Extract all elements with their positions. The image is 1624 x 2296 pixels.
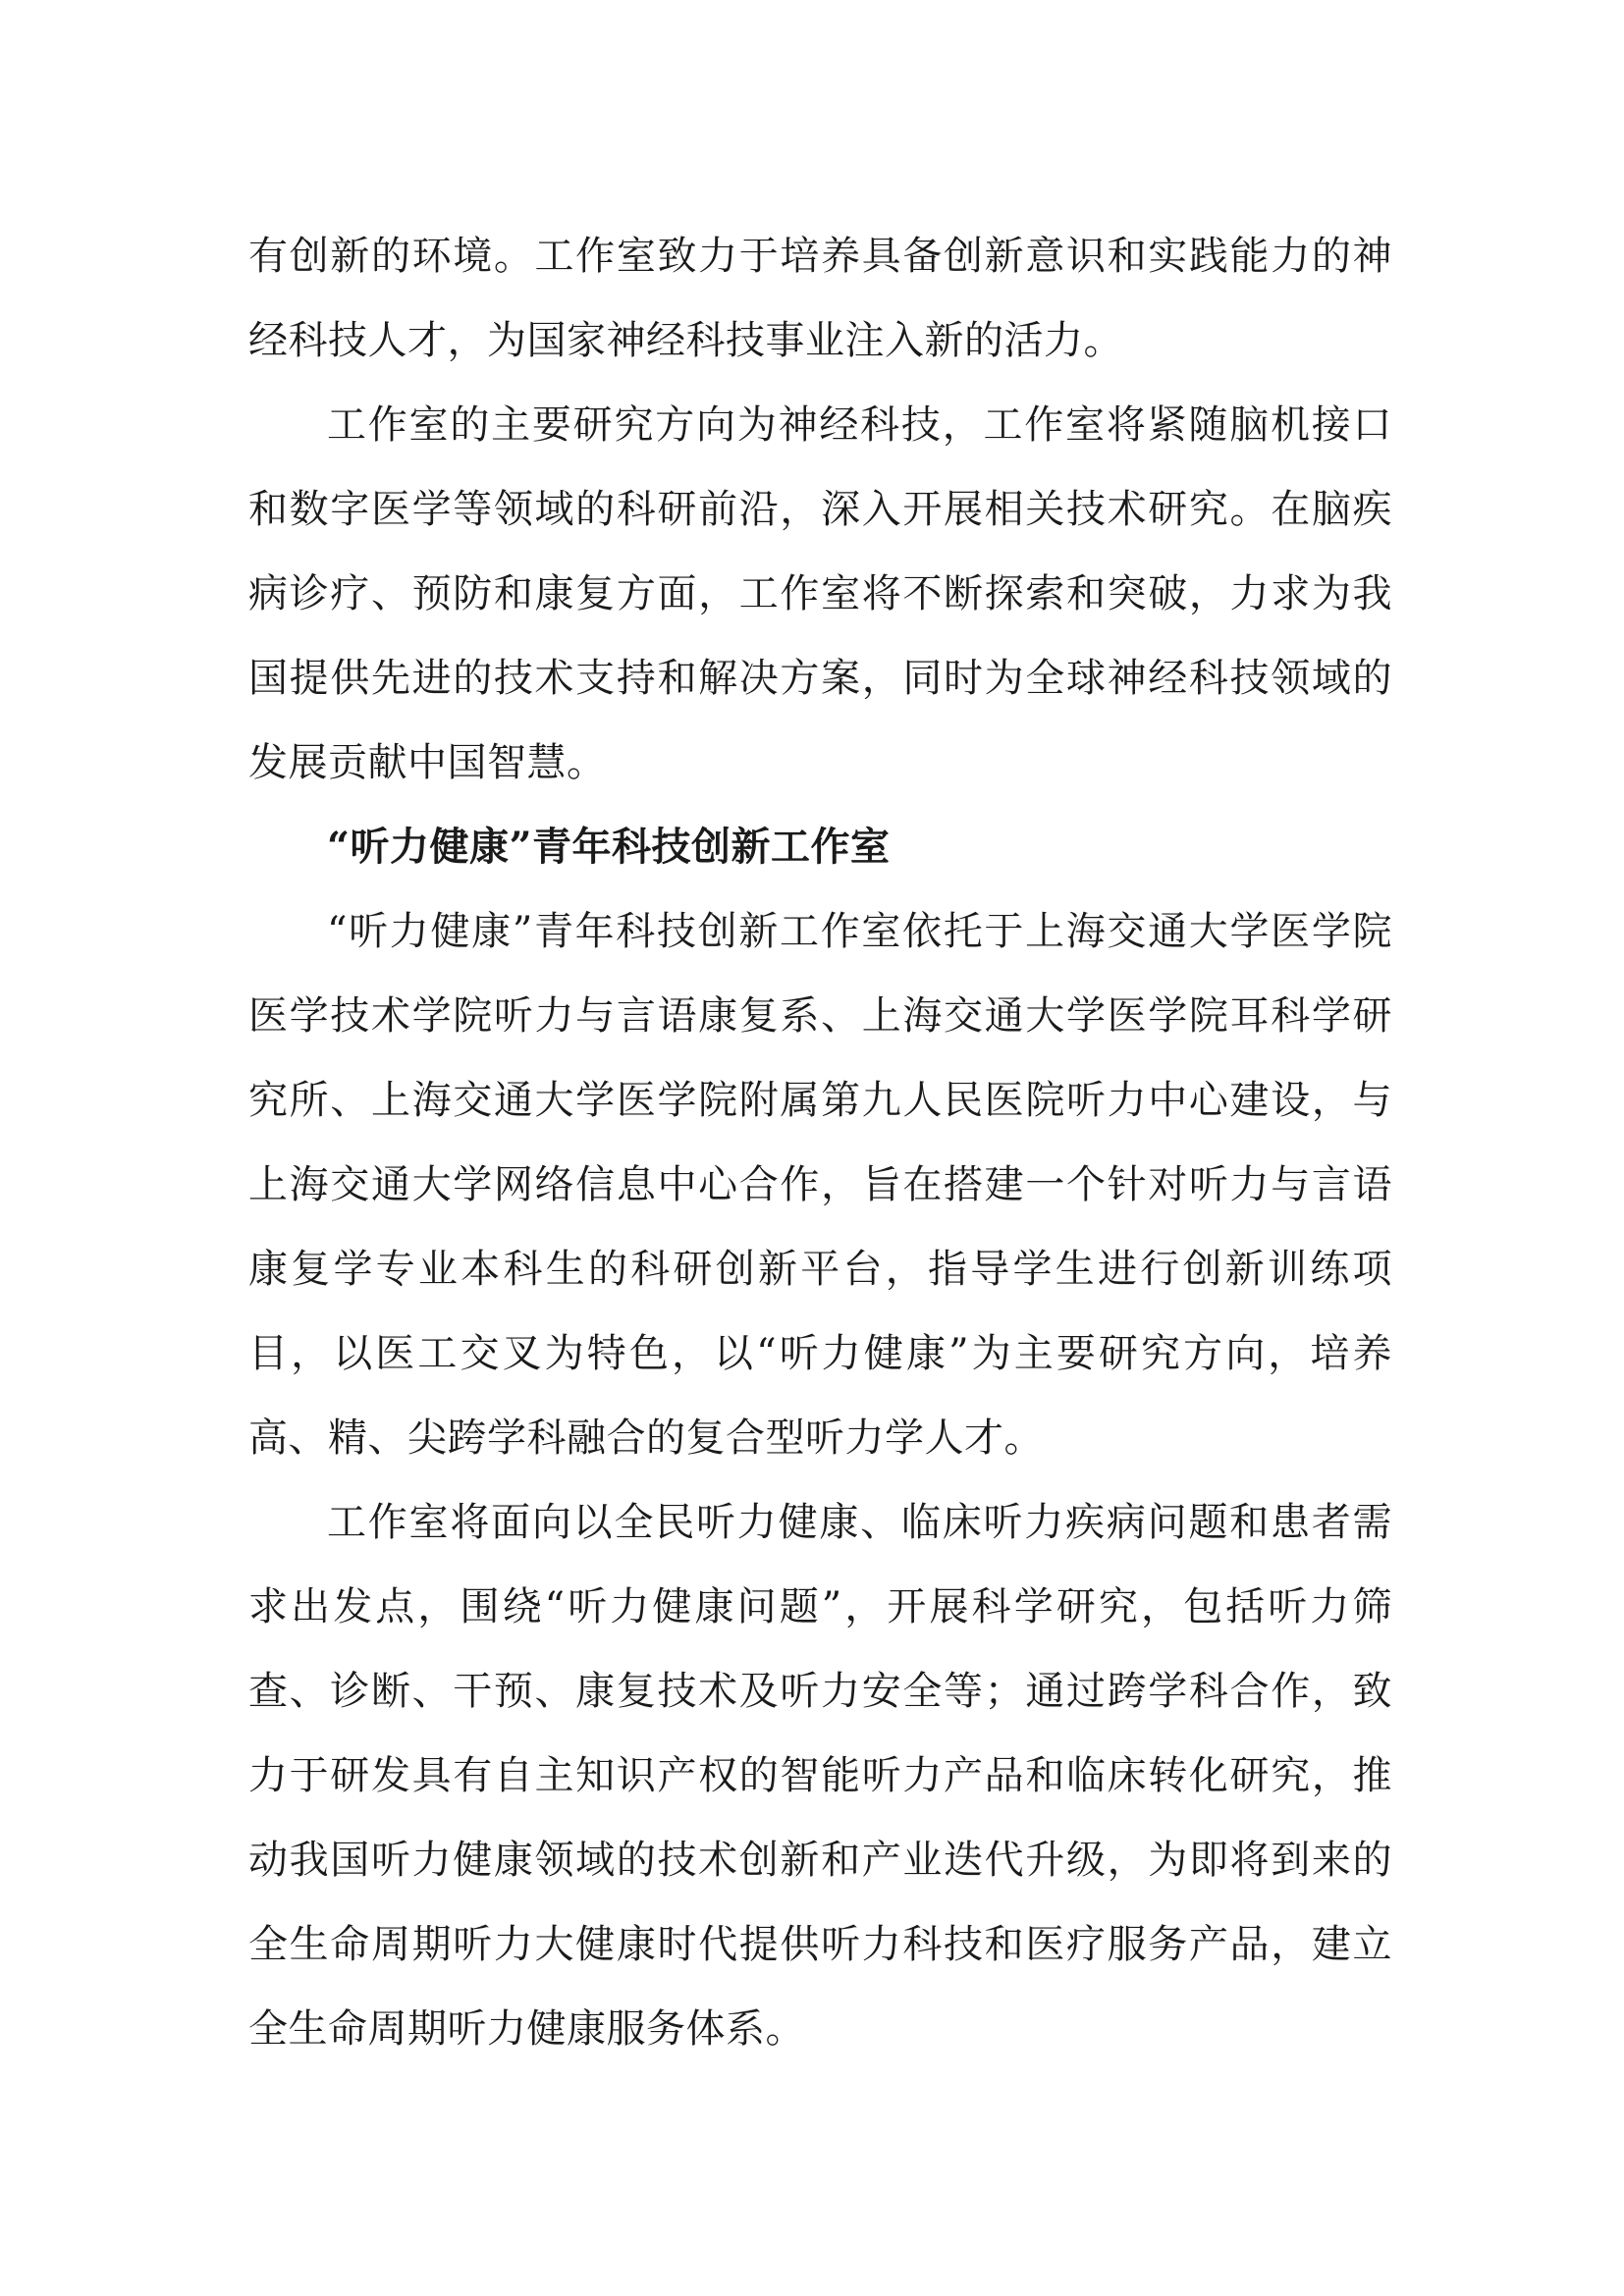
paragraph-hearing-studio-goals: 工作室将面向以全民听力健康、临床听力疾病问题和患者需求出发点，围绕“听力健康问题”，开展科学研究，包括听力筛查、诊断、干预、康复技术及听力安全等；通过跨学科合作，致力于研发具有自主知识产权的智能听力产品和临床转化研究，推动我国听力健康领域的技术创新和产业迭代升级，为即将到来的全生命周期听力大健康时代提供听力科技和医疗服务产品，建立全生命周期听力健康服务体系。 bbox=[248, 1500, 1392, 2052]
paragraph-neuro-research: 工作室的主要研究方向为神经科技，工作室将紧随脑机接口和数字医学等领域的科研前沿，深入开展相关技术研究。在脑疾病诊疗、预防和康复方面，工作室将不断探索和突破，力求为我国提供先进的技术支持和解决方案，同时为全球神经科技领域的发展贡献中国智慧。 bbox=[248, 402, 1392, 785]
paragraph-continuation: 有创新的环境。工作室致力于培养具备创新意识和实践能力的神经科技人才，为国家神经科技事业注入新的活力。 bbox=[248, 234, 1392, 363]
paragraph-hearing-studio-intro: “听力健康”青年科技创新工作室依托于上海交通大学医学院医学技术学院听力与言语康复系、上海交通大学医学院耳科学研究所、上海交通大学医学院附属第九人民医院听力中心建设，与上海交通大学网络信息中心合作，旨在搭建一个针对听力与言语康复学专业本科生的科研创新平台，指导学生进行创新训练项目，以医工交叉为特色，以“听力健康”为主要研究方向，培养高、精、尖跨学科融合的复合型听力学人才。 bbox=[248, 909, 1392, 1461]
section-heading: “听力健康”青年科技创新工作室 bbox=[327, 824, 891, 870]
document-body bbox=[248, 214, 1392, 2071]
